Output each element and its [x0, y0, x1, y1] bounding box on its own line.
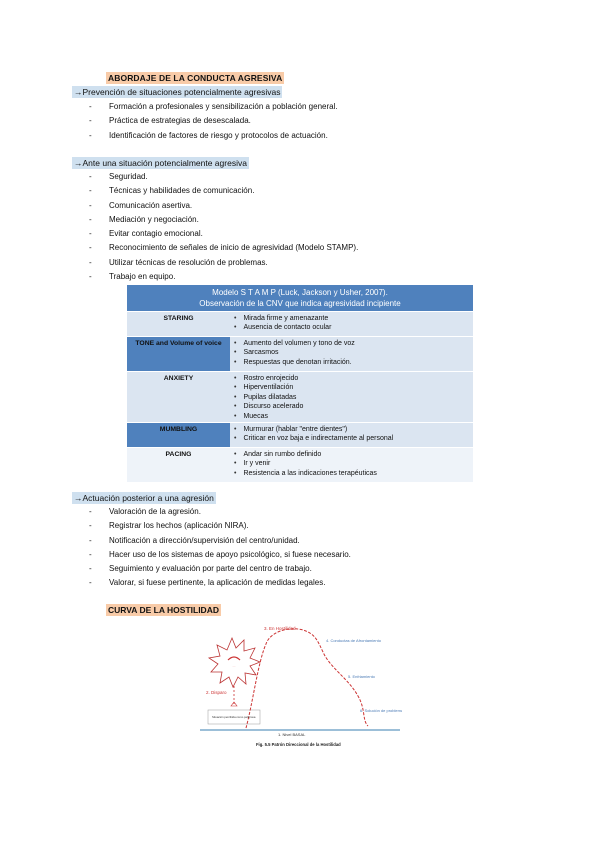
stamp-row-staring	[127, 311, 473, 336]
stamp-row-anxiety	[127, 371, 473, 422]
burst-text: ···	[232, 664, 236, 668]
stamp-point: • Pupilas dilatadas	[234, 393, 473, 402]
hostility-curve-figure	[198, 622, 402, 754]
stamp-table	[127, 285, 473, 482]
label-note: Situación percibida como peligrosa	[212, 715, 256, 719]
list-item: - Valorar, si fuese pertinente, la aplicación de medidas legales.	[89, 576, 351, 590]
section-heading-prevention: →Prevención de situaciones potencialmente agresivas	[74, 87, 281, 97]
stamp-row-points	[230, 423, 473, 447]
stamp-row-label: MUMBLING	[127, 423, 230, 447]
label-peak: 3. En Hostilidad	[264, 626, 296, 631]
list-item: - Notificación a dirección/supervisión del centro/unidad.	[89, 534, 351, 548]
list-item: - Identificación de factores de riesgo y protocolos de actuación.	[89, 129, 338, 143]
stamp-point: • Sarcasmos	[234, 348, 473, 357]
stamp-row-points	[230, 337, 473, 371]
curve-heading: CURVA DE LA HOSTILIDAD	[108, 605, 219, 615]
stamp-row-tone	[127, 336, 473, 371]
stamp-point: • Discurso acelerado	[234, 402, 473, 411]
stamp-point: • Andar sin rumbo definido	[234, 450, 473, 459]
list-item: - Utilizar técnicas de resolución de problemas.	[89, 256, 358, 270]
label-support: 4. Conductas de Afrontamiento	[326, 638, 381, 643]
stamp-title-line1: Modelo S T A M P (Luck, Jackson y Usher, 2007).	[212, 288, 388, 297]
stamp-row-points	[230, 312, 473, 336]
page-title: ABORDAJE DE LA CONDUCTA AGRESIVA	[108, 73, 283, 83]
stamp-point: • Murmurar (hablar "entre dientes")	[234, 425, 473, 434]
hostility-curve-svg	[198, 622, 402, 754]
list-item: - Evitar contagio emocional.	[89, 227, 358, 241]
list-item: - Formación a profesionales y sensibilización a población general.	[89, 100, 338, 114]
stamp-point: • Aumento del volumen y tono de voz	[234, 339, 473, 348]
list-item: - Seguimiento y evaluación por parte del centro de trabajo.	[89, 562, 351, 576]
list-item: - Práctica de estrategias de desescalada.	[89, 114, 338, 128]
label-base: 1. Nivel BASAL	[278, 732, 306, 737]
label-resolution: 6. Solución de problemas	[360, 708, 402, 713]
list-item: - Seguridad.	[89, 170, 358, 184]
after-list	[89, 505, 351, 591]
prevention-list	[89, 100, 338, 143]
stamp-point: • Mirada firme y amenazante	[234, 314, 473, 323]
stamp-row-pacing	[127, 447, 473, 482]
list-item: - Reconocimiento de señales de inicio de agresividad (Modelo STAMP).	[89, 241, 358, 255]
stamp-point: • Criticar en voz baja e indirectamente al personal	[234, 434, 473, 443]
list-item: - Valoración de la agresión.	[89, 505, 351, 519]
stamp-row-label: STARING	[127, 312, 230, 336]
section-heading-after: →Actuación posterior a una agresión	[74, 493, 214, 503]
list-item: - Trabajo en equipo.	[89, 270, 358, 284]
stamp-point: • Hiperventilación	[234, 383, 473, 392]
stamp-row-label: ANXIETY	[127, 372, 230, 422]
list-item: - Comunicación asertiva.	[89, 199, 358, 213]
stamp-point: • Ir y venir	[234, 459, 473, 468]
list-item: - Mediación y negociación.	[89, 213, 358, 227]
list-item: - Hacer uso de los sistemas de apoyo psicológico, si fuese necesario.	[89, 548, 351, 562]
stamp-row-mumbling	[127, 422, 473, 447]
stamp-title-line2: Observación de la CNV que indica agresividad incipiente	[199, 299, 401, 308]
stamp-point: • Resistencia a las indicaciones terapéuticas	[234, 469, 473, 478]
list-item: - Técnicas y habilidades de comunicación.	[89, 184, 358, 198]
explosion-icon	[209, 638, 260, 687]
stamp-table-header	[127, 285, 473, 311]
stamp-point: • Rostro enrojecido	[234, 374, 473, 383]
list-item: - Registrar los hechos (aplicación NIRA).	[89, 519, 351, 533]
stamp-point: • Ausencia de contacto ocular	[234, 323, 473, 332]
facing-list	[89, 170, 358, 284]
stamp-row-label: TONE and Volume of voice	[127, 337, 230, 371]
stamp-row-points	[230, 372, 473, 422]
stamp-row-label: PACING	[127, 448, 230, 482]
figure-caption: Fig. 5.5 Patrón Direccional de la Hostilidad	[256, 742, 341, 747]
label-trigger: 2. Disparo	[206, 690, 227, 695]
stamp-point: • Respuestas que denotan irritación.	[234, 358, 473, 367]
stamp-row-points	[230, 448, 473, 482]
section-heading-facing: →Ante una situación potencialmente agresiva	[74, 158, 247, 168]
stamp-point: • Muecas	[234, 412, 473, 421]
label-calm: 5. Enfriamiento	[348, 674, 375, 679]
